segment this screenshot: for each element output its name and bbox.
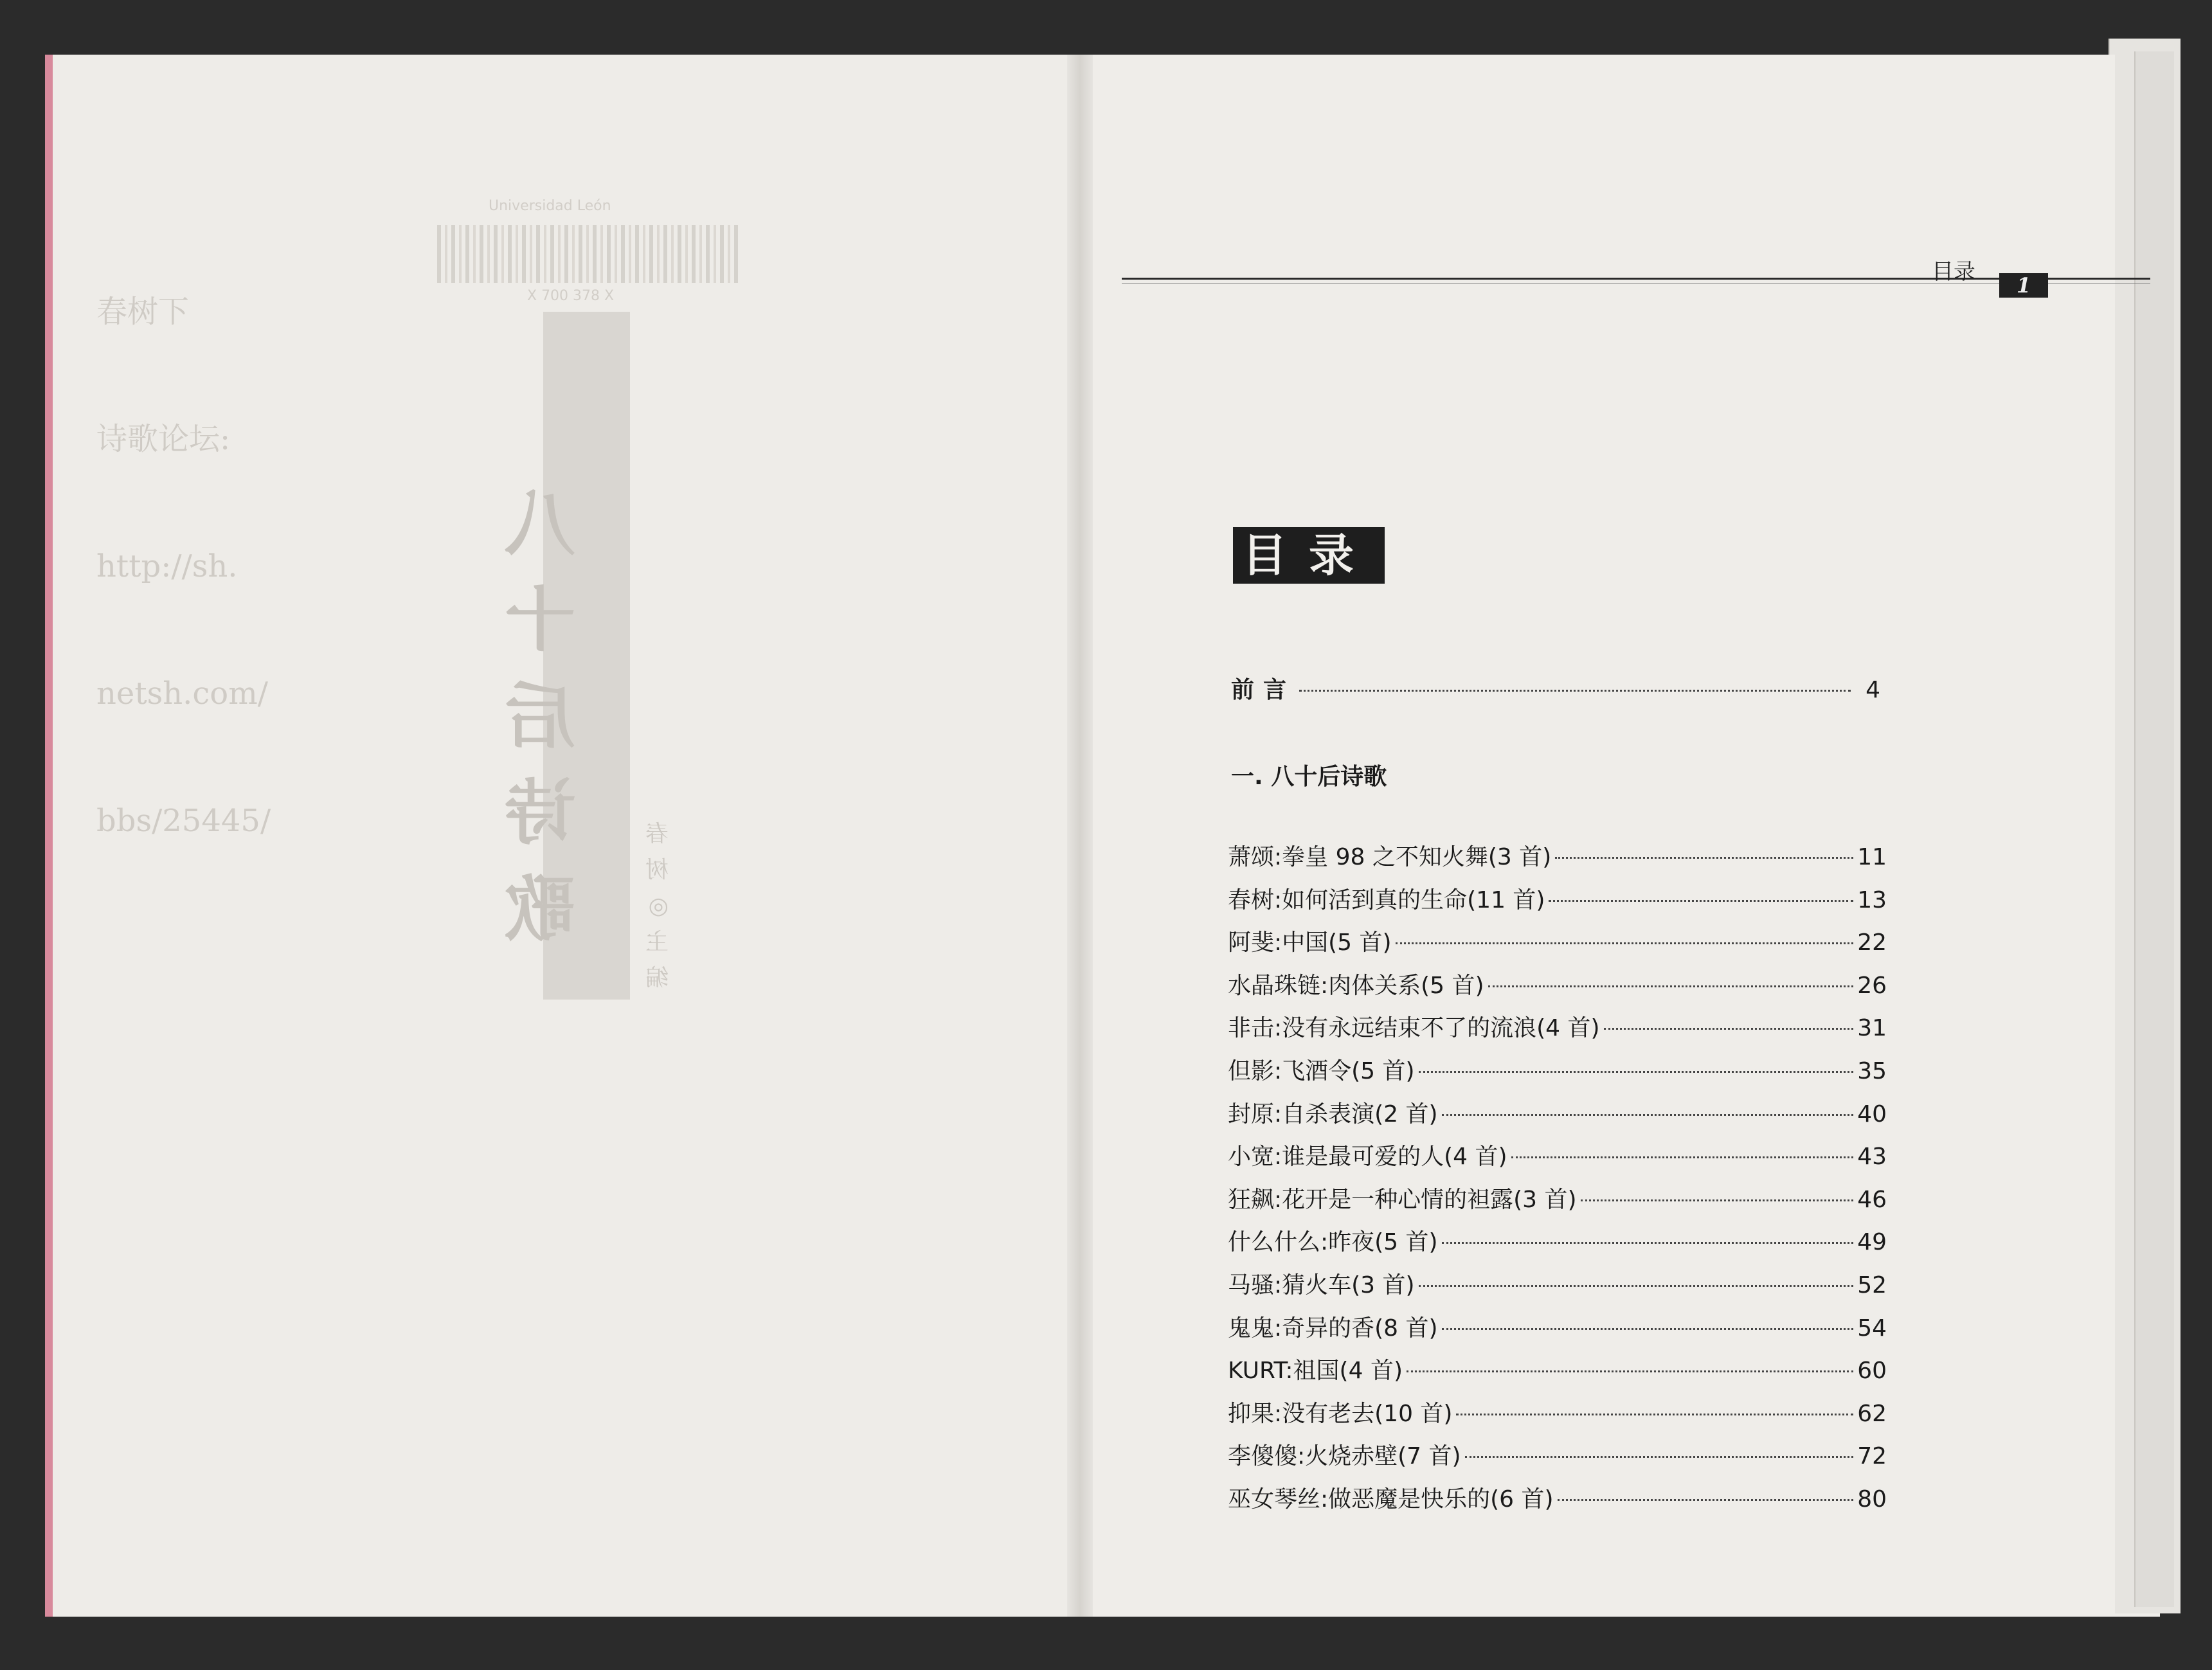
toc-entry[interactable] (1228, 1138, 1887, 1181)
toc-entry-text: 什么什么:昨夜(5 首) (1228, 1229, 1438, 1256)
toc-entry[interactable] (1228, 1096, 1887, 1139)
toc-entry-text: 小宽:谁是最可爱的人(4 首) (1228, 1144, 1507, 1171)
toc-entry[interactable] (1228, 1352, 1887, 1396)
book-gutter (1067, 55, 1093, 1617)
dot-leader (1488, 985, 1854, 987)
dot-leader (1549, 900, 1853, 902)
toc-entry[interactable] (1228, 1181, 1887, 1225)
toc-entry[interactable] (1228, 839, 1887, 882)
toc-entry-text: 狂飙:花开是一种心情的袒露(3 首) (1228, 1186, 1577, 1213)
page-folio: 1 (1999, 273, 2048, 298)
toc-page-number: 52 (1857, 1271, 1887, 1298)
toc-page-number: 43 (1857, 1144, 1887, 1171)
dot-leader (1419, 1285, 1854, 1287)
toc-page-number: 31 (1857, 1015, 1887, 1042)
toc-entry-text: 非击:没有永远结束不了的流浪(4 首) (1228, 1015, 1600, 1042)
ghost-line: bbs/25445/ (96, 803, 271, 839)
toc-entry[interactable] (1228, 1053, 1887, 1096)
toc-entry-text: 李傻傻:火烧赤壁(7 首) (1228, 1443, 1461, 1470)
running-header-label: 目录 (1932, 259, 1975, 285)
toc-entry-text: 萧颂:拳皇 98 之不知火舞(3 首) (1228, 844, 1552, 870)
toc-entry-text: 水晶珠链:肉体关系(5 首) (1228, 972, 1484, 999)
toc-entry-text: KURT:祖国(4 首) (1228, 1358, 1403, 1385)
dot-leader (1604, 1028, 1854, 1030)
page-edges-inner (2134, 51, 2174, 1607)
toc-entry-text: 春树:如何活到真的生命(11 首) (1228, 886, 1545, 913)
dot-leader (1555, 857, 1853, 859)
header-rule (1122, 278, 2150, 280)
ghost-spine-title: 八十后诗歌 (505, 482, 575, 951)
toc-entry[interactable] (1228, 1310, 1887, 1353)
toc-entry[interactable] (1228, 924, 1887, 967)
toc-entry-text: 但影:飞酒令(5 首) (1228, 1057, 1415, 1084)
dot-leader (1299, 690, 1851, 692)
toc-entry[interactable] (1228, 1438, 1887, 1481)
toc-entry[interactable] (1228, 967, 1887, 1010)
dot-leader (1456, 1414, 1853, 1415)
ghost-barcode (437, 225, 739, 283)
dot-leader (1442, 1242, 1854, 1244)
toc-page-number: 22 (1857, 929, 1887, 956)
ghost-barcode-label: Universidad León (489, 198, 611, 214)
dot-leader (1419, 1071, 1854, 1073)
toc-entry[interactable] (1228, 1010, 1887, 1053)
ghost-line: netsh.com/ (96, 676, 268, 712)
ghost-barcode-number: X 700 378 X (527, 288, 615, 304)
toc-page-number: 60 (1857, 1358, 1887, 1385)
dot-leader (1407, 1370, 1853, 1372)
toc-page-number: 46 (1857, 1186, 1887, 1213)
toc-page-number: 40 (1857, 1100, 1887, 1127)
toc-entry-text: 阿斐:中国(5 首) (1228, 929, 1392, 956)
toc-page-number: 13 (1857, 886, 1887, 913)
toc-page-number: 11 (1857, 844, 1887, 870)
toc-page-number: 49 (1857, 1229, 1887, 1256)
toc-title: 目录 (1233, 527, 1385, 584)
dot-leader (1442, 1114, 1854, 1116)
toc-entry-text: 鬼鬼:奇异的香(8 首) (1228, 1315, 1438, 1342)
toc-entry-text: 抑果:没有老去(10 首) (1228, 1400, 1453, 1427)
dot-leader (1511, 1156, 1854, 1158)
toc-page-number: 35 (1857, 1057, 1887, 1084)
ghost-text-block (96, 206, 271, 884)
toc-entry[interactable] (1228, 1396, 1887, 1439)
toc-preface-label: 前言 (1231, 677, 1296, 703)
toc-section-title: 一. 八十后诗歌 (1231, 764, 1387, 790)
toc-page-number: 4 (1866, 677, 1880, 703)
dot-leader (1558, 1499, 1854, 1501)
toc-preface-row[interactable] (1231, 672, 1880, 705)
toc-entry[interactable] (1228, 1267, 1887, 1310)
ghost-line: 春树下 (96, 294, 190, 330)
cover-edge (45, 55, 53, 1617)
dot-leader (1396, 942, 1854, 944)
toc-entry-list (1228, 839, 1887, 1524)
toc-page-number: 26 (1857, 972, 1887, 999)
toc-entry[interactable] (1228, 882, 1887, 925)
toc-entry-text: 封原:自杀表演(2 首) (1228, 1100, 1438, 1127)
toc-page-number: 54 (1857, 1315, 1887, 1342)
toc-entry-text: 巫女琴丝:做恶魔是快乐的(6 首) (1228, 1486, 1554, 1513)
dot-leader (1465, 1456, 1854, 1458)
ghost-editor-credit: 春树◎主编 (645, 821, 669, 991)
toc-entry[interactable] (1228, 1481, 1887, 1524)
toc-entry-text: 马骚:猜火车(3 首) (1228, 1271, 1415, 1298)
dot-leader (1442, 1328, 1854, 1330)
toc-page-number: 62 (1857, 1400, 1887, 1427)
toc-page-number: 72 (1857, 1443, 1887, 1470)
toc-entry[interactable] (1228, 1224, 1887, 1267)
ghost-line: 诗歌论坛: (96, 421, 231, 457)
dot-leader (1581, 1199, 1854, 1201)
toc-page-number: 80 (1857, 1486, 1887, 1513)
ghost-line: http://sh. (96, 548, 238, 584)
